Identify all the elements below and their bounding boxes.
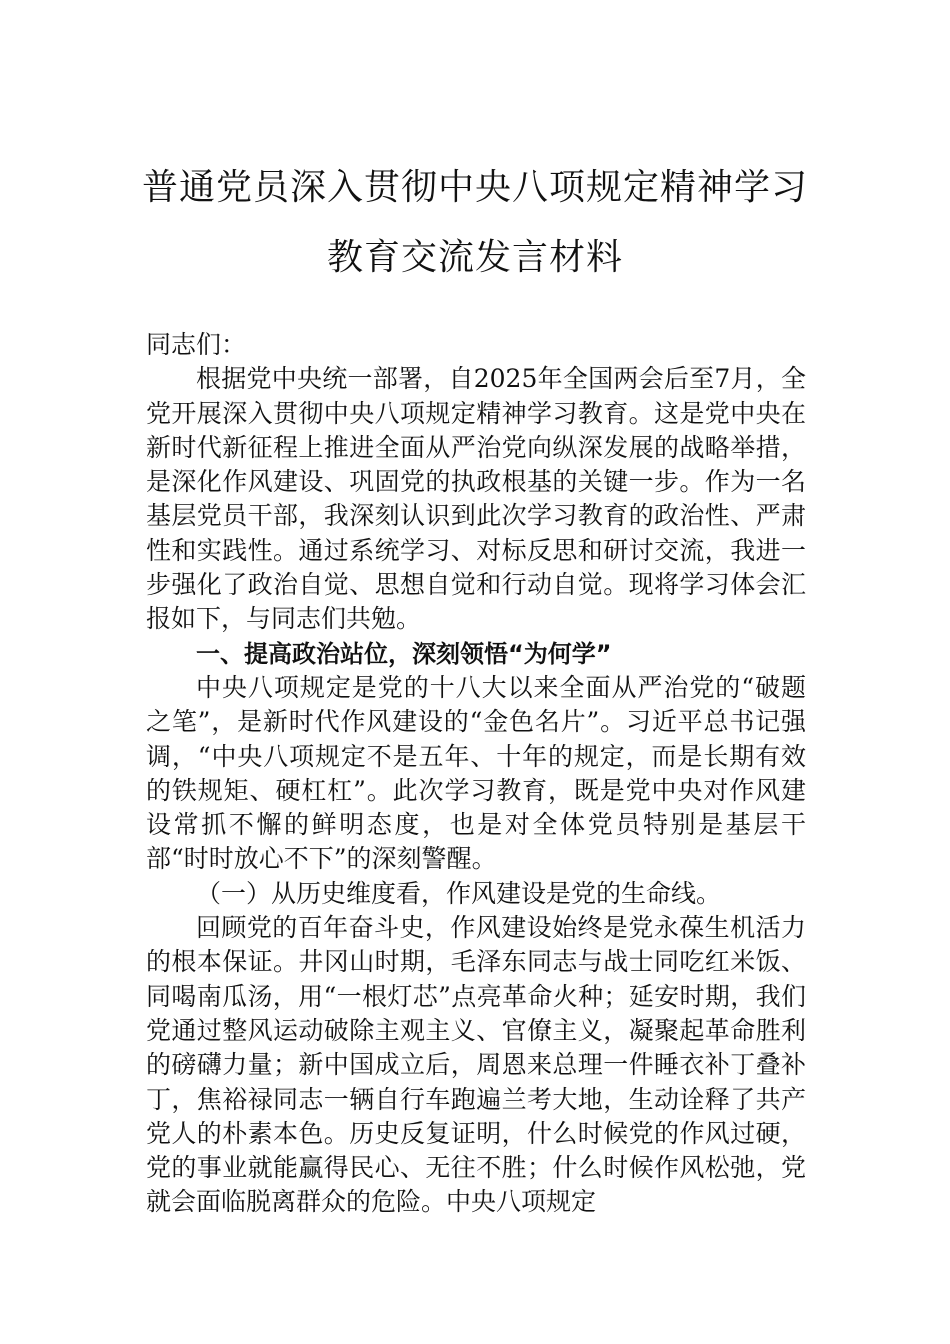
- paragraph-section-1: 中央八项规定是党的十八大以来全面从严治党的“破题之笔”，是新时代作风建设的“金色名片”。习近平总书记强调，“中央八项规定不是五年、十年的规定，而是长期有效的铁规矩、硬杠杠”。此次学习教育，既是党中央对作风建设常抓不懈的鲜明态度，也是对全体党员特别是基层干部“时时放心不下”的深刻警醒。: [146, 672, 806, 874]
- salutation: 同志们：: [146, 330, 247, 359]
- section-heading-1: 一、提高政治站位，深刻领悟“为何学”: [196, 639, 612, 668]
- document-body: [146, 328, 806, 1220]
- subsection-heading-1: （一）从历史维度看，作风建设是党的生命线。: [196, 878, 722, 908]
- document-title-line-2: 教育交流发言材料: [326, 237, 623, 278]
- paragraph-subsection-1: 回顾党的百年奋斗史，作风建设始终是党永葆生机活力的根本保证。井冈山时期，毛泽东同志与战士同吃红米饭、同喝南瓜汤，用“一根灯芯”点亮革命火种；延安时期，我们党通过整风运动破除主观主义、官僚主义，凝聚起革命胜利的磅礴力量；新中国成立后，周恩来总理一件睡衣补丁叠补丁，焦裕禄同志一辆自行车跑遍兰考大地，生动诠释了共产党人的朴素本色。历史反复证明，什么时候党的作风过硬，党的事业就能赢得民心、无往不胜；什么时候作风松弛，党就会面临脱离群众的危险。中央八项规定: [146, 913, 806, 1217]
- paragraph-intro: 根据党中央统一部署，自2025年全国两会后至7月，全党开展深入贯彻中央八项规定精神学习教育。这是党中央在新时代新征程上推进全面从严治党向纵深发展的战略举措，是深化作风建设、巩固党的执政根基的关键一步。作为一名基层党员干部，我深刻认识到此次学习教育的政治性、严肃性和实践性。通过系统学习、对标反思和研讨交流，我进一步强化了政治自觉、思想自觉和行动自觉。现将学习体会汇报如下，与同志们共勉。: [146, 364, 806, 634]
- document-title-line-1: 普通党员深入贯彻中央八项规定精神学习: [141, 167, 808, 208]
